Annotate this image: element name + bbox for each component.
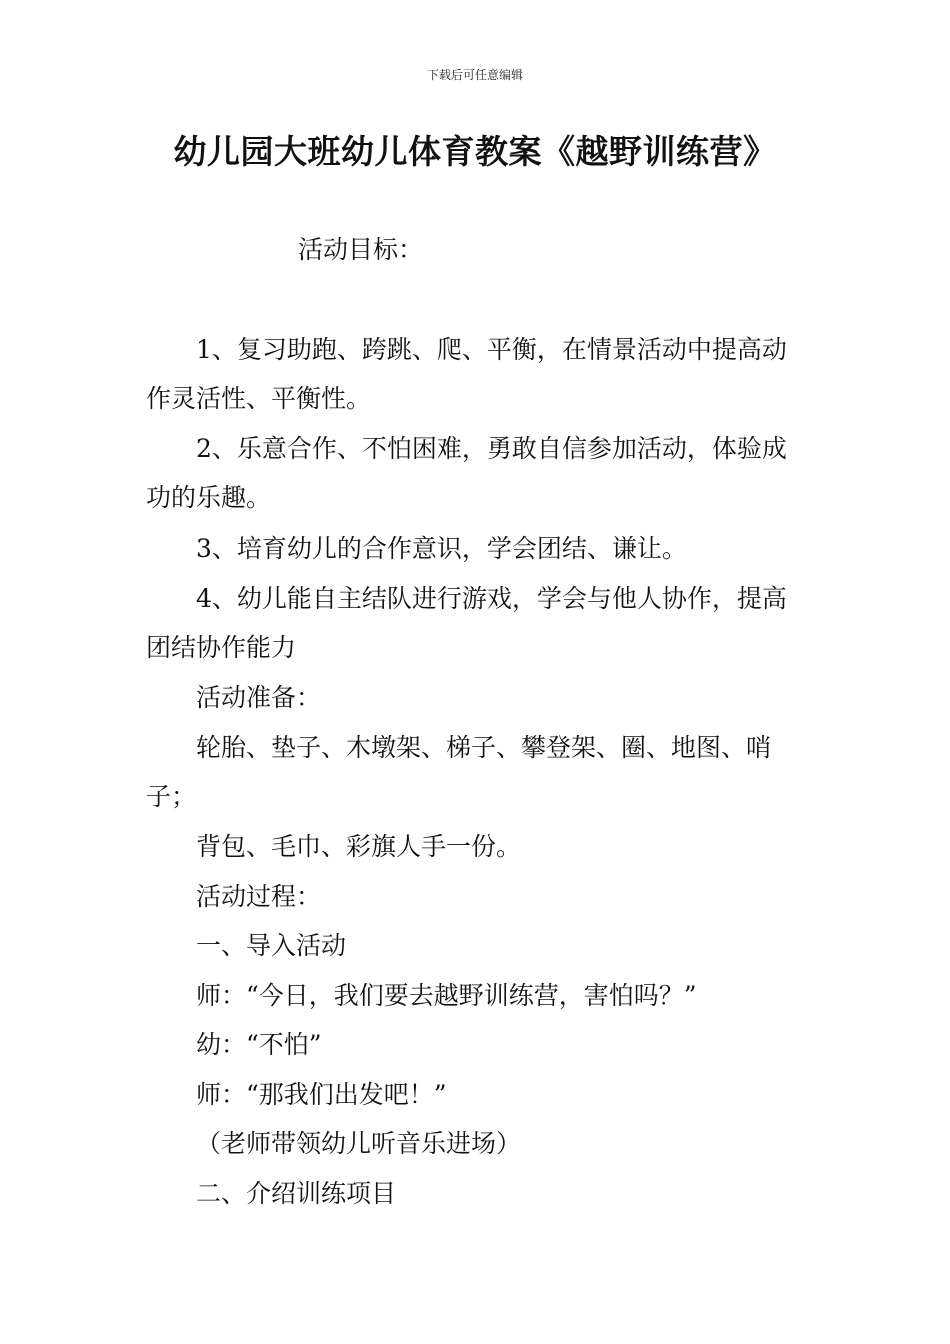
document-title: 幼儿园大班幼儿体育教案《越野训练营》: [173, 132, 777, 171]
goal-2-line-2: 功的乐趣。: [146, 483, 272, 512]
prep-line-1: 轮胎、垫子、木墩架、梯子、攀登架、圈、地图、哨: [196, 733, 772, 762]
goal-3: 3、培育幼儿的合作意识，学会团结、谦让。: [196, 534, 687, 563]
goals-heading: 活动目标：: [298, 235, 424, 264]
goal-1-line-2: 作灵活性、平衡性。: [146, 384, 372, 413]
process-heading: 活动过程：: [196, 882, 322, 911]
goal-1-line-1: 1、复习助跑、跨跳、爬、平衡，在情景活动中提高动: [196, 335, 787, 364]
step-1-heading: 一、导入活动: [196, 931, 347, 960]
dialog-teacher-1: 师：“今日，我们要去越野训练营，害怕吗？”: [196, 981, 697, 1010]
step-2-heading: 二、介绍训练项目: [196, 1179, 397, 1208]
dialog-child-1: 幼：“不怕”: [196, 1030, 322, 1059]
prep-line-2: 子；: [146, 782, 197, 811]
header-note: 下载后可任意编辑: [426, 68, 523, 82]
goal-4-line-1: 4、幼儿能自主结队进行游戏，学会与他人协作，提高: [196, 584, 787, 613]
goal-4-line-2: 团结协作能力: [146, 633, 297, 662]
prep-heading: 活动准备：: [196, 683, 322, 712]
dialog-teacher-2: 师：“那我们出发吧！”: [196, 1080, 447, 1109]
prep-line-3: 背包、毛巾、彩旗人手一份。: [196, 832, 522, 861]
goal-2-line-1: 2、乐意合作、不怕困难，勇敢自信参加活动，体验成: [196, 434, 787, 463]
stage-note: （老师带领幼儿听音乐进场）: [196, 1129, 522, 1158]
